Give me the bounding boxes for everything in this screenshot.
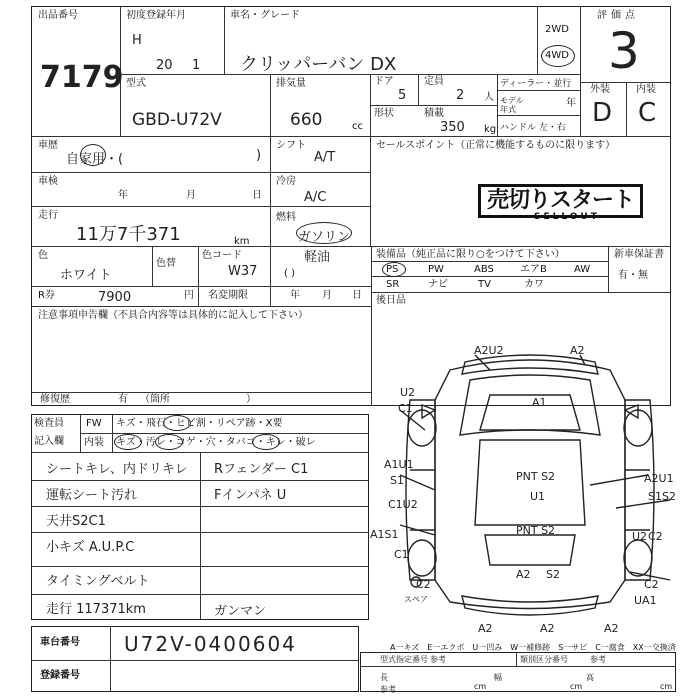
damage-mark-23: C2 bbox=[644, 578, 659, 591]
damage-mark-21: A2 bbox=[540, 622, 555, 635]
fuel-diesel: 軽油 bbox=[304, 250, 331, 265]
mileage-unit: km bbox=[234, 236, 250, 247]
equipment-item-0: PS bbox=[386, 264, 399, 275]
repair-location: （箇所 bbox=[140, 394, 170, 405]
color-code-label: 色コード bbox=[202, 250, 242, 261]
inspection-month: 月 bbox=[186, 190, 196, 201]
fuel-gas-circle bbox=[296, 222, 352, 244]
damage-mark-11: A2U1 bbox=[644, 472, 674, 485]
displacement-label: 排気量 bbox=[276, 78, 306, 89]
inspector-label: 検査員 bbox=[34, 418, 64, 429]
legend-class-no: 類別区分番号 bbox=[520, 655, 568, 664]
interior-value: C bbox=[638, 98, 657, 128]
door-value: 5 bbox=[398, 88, 407, 103]
drive-2wd: 2WD bbox=[545, 24, 569, 35]
damage-mark-16: S2 bbox=[546, 568, 560, 581]
fw-codes: キズ・飛石・ヒビ割・リペア跡・X要 bbox=[116, 418, 283, 429]
equipment-item-1: PW bbox=[428, 264, 444, 275]
score-label: 評価点 bbox=[597, 10, 639, 21]
fuel-label: 燃料 bbox=[276, 212, 296, 223]
history-label: 車歴 bbox=[38, 140, 58, 151]
inspector-note-2: 天井S2C1 bbox=[46, 514, 106, 529]
damage-mark-24: UA1 bbox=[634, 594, 657, 607]
first-reg-era: H bbox=[132, 33, 142, 48]
capacity-label: 定員 bbox=[424, 76, 444, 87]
drive-4wd-circle bbox=[541, 45, 575, 67]
inspector-note-5: 走行 117371km bbox=[46, 602, 146, 617]
inspection-year: 年 bbox=[118, 190, 128, 201]
name-change-label: 名変期限 bbox=[208, 290, 248, 301]
model-year-label: モデル年式 bbox=[500, 96, 524, 114]
type-value: GBD-U72V bbox=[132, 110, 222, 130]
damage-mark-19: PNT S2 bbox=[516, 524, 556, 537]
mileage-label: 走行 bbox=[38, 210, 58, 221]
repair-value: 有 bbox=[118, 394, 128, 405]
damage-mark-18: U1 bbox=[530, 490, 546, 503]
equipment-item-5: SR bbox=[386, 279, 400, 290]
score-value: 3 bbox=[608, 22, 640, 80]
size-unit-1: cm bbox=[474, 682, 487, 691]
notes-label: 注意事項申告欄（不具合内容等は具体的に記入して下さい） bbox=[38, 310, 308, 321]
fuel-gas: ガソリン bbox=[298, 230, 351, 245]
fuel-paren: ( ) bbox=[284, 268, 295, 279]
first-reg-month: 1 bbox=[192, 58, 201, 73]
damage-mark-15: A2 bbox=[516, 568, 531, 581]
damage-mark-9: C1 bbox=[394, 548, 409, 561]
mileage-value: 11万7千371 bbox=[76, 224, 181, 245]
size-width: 幅 bbox=[494, 673, 502, 682]
interior-code-label: 内装 bbox=[84, 437, 104, 448]
model-year-unit: 年 bbox=[566, 98, 576, 109]
damage-mark-4: A1 bbox=[532, 396, 547, 409]
inspector-note-4: タイミングベルト bbox=[46, 574, 150, 589]
damage-mark-8: A1S1 bbox=[370, 528, 399, 541]
color-change-label: 色替 bbox=[156, 258, 176, 269]
inspector-note-right-2: ガンマン bbox=[214, 604, 267, 619]
interior-label: 内装 bbox=[636, 84, 656, 95]
history-circle bbox=[80, 144, 106, 166]
shift-value: A/T bbox=[314, 150, 336, 165]
damage-mark-12: S1S2 bbox=[648, 490, 676, 503]
sales-label: セールスポイント（正常に機能するものに限ります） bbox=[376, 140, 616, 151]
equipment-item-4: AW bbox=[574, 264, 591, 275]
shape-label: 形状 bbox=[374, 108, 394, 119]
equipment-item-2: ABS bbox=[474, 264, 494, 275]
lot-label: 出品番号 bbox=[38, 10, 78, 21]
damage-mark-3: C1 bbox=[398, 402, 413, 415]
inspection-label: 車検 bbox=[38, 176, 58, 187]
load-value: 350 bbox=[440, 120, 465, 135]
damage-mark-0: A2U2 bbox=[474, 344, 504, 357]
legend-model-no: 型式指定番号 bbox=[380, 655, 428, 664]
drive-4wd: 4WD bbox=[545, 50, 569, 61]
reg-label: 登録番号 bbox=[40, 670, 80, 681]
inspection-day: 日 bbox=[252, 190, 262, 201]
name-change-month: 月 bbox=[322, 290, 332, 301]
recycle-label: R券 bbox=[38, 290, 55, 301]
equipment-item-8: カワ bbox=[524, 279, 544, 290]
damage-mark-5: A1U1 bbox=[384, 458, 414, 471]
damage-mark-7: C1U2 bbox=[388, 498, 418, 511]
color-code-value: W37 bbox=[228, 264, 258, 279]
damage-mark-17: PNT S2 bbox=[516, 470, 556, 483]
first-reg-year: 20 bbox=[156, 58, 173, 73]
entry-label: 記入欄 bbox=[34, 436, 64, 447]
rear-seat-label: 後日品 bbox=[376, 295, 406, 306]
lot-number: 7179 bbox=[40, 60, 124, 95]
repair-label: 修復歴 bbox=[40, 394, 70, 405]
color-value: ホワイト bbox=[60, 268, 112, 283]
warranty-label: 新車保証書 bbox=[614, 249, 664, 260]
first-reg-label: 初度登録年月 bbox=[126, 10, 186, 21]
chassis-value: U72V-0400604 bbox=[124, 632, 297, 656]
size-height: 高 bbox=[586, 673, 594, 682]
model-label: 車名・グレード bbox=[230, 10, 300, 21]
displacement-value: 660 bbox=[290, 110, 323, 130]
damage-mark-13: U2 bbox=[632, 530, 648, 543]
name-change-day: 日 bbox=[352, 290, 362, 301]
exterior-value: D bbox=[592, 98, 613, 128]
sellout-seal-sub: SELLOUT bbox=[534, 212, 600, 222]
equipment-item-7: TV bbox=[478, 279, 491, 290]
exterior-label: 外装 bbox=[590, 84, 610, 95]
damage-mark-22: A2 bbox=[604, 622, 619, 635]
chassis-label: 車台番号 bbox=[40, 637, 80, 648]
inspector-note-0: シートキレ、内ドリキレ bbox=[46, 462, 188, 477]
displacement-unit: cc bbox=[352, 121, 363, 132]
history-close: ) bbox=[256, 148, 262, 163]
damage-mark-20: A2 bbox=[478, 622, 493, 635]
handle-label: ハンドル 左・右 bbox=[500, 123, 566, 133]
dealer-label: ディーラー・並行 bbox=[500, 79, 572, 89]
load-label: 積載 bbox=[424, 108, 444, 119]
inspector-note-1: 運転シート汚れ bbox=[46, 488, 138, 503]
equipment-ps-circle bbox=[382, 262, 406, 277]
equipment-item-3: エアB bbox=[520, 264, 547, 275]
damage-mark-14: C2 bbox=[648, 530, 663, 543]
history-options: 自家用・( bbox=[66, 152, 124, 167]
inspector-note-3: 小キズ A.U.P.C bbox=[46, 540, 135, 555]
fw-label: FW bbox=[86, 418, 102, 429]
equipment-item-6: ナビ bbox=[428, 279, 448, 290]
legend-class-ref: 参考 bbox=[590, 655, 606, 664]
inspector-note-right-0: Rフェンダー C1 bbox=[214, 462, 309, 477]
capacity-unit: 人 bbox=[484, 92, 494, 103]
load-unit: kg bbox=[484, 124, 497, 135]
shift-label: シフト bbox=[276, 140, 306, 151]
damage-mark-2: U2 bbox=[400, 386, 416, 399]
interior-codes: キズ・汚レ・コゲ・穴・タバコ・キレ・破レ bbox=[116, 437, 316, 448]
capacity-value: 2 bbox=[456, 88, 465, 103]
warranty-value: 有・無 bbox=[618, 270, 648, 281]
recycle-value: 7900 bbox=[98, 290, 132, 305]
size-ref: 参考 bbox=[380, 685, 396, 694]
legend-model-ref: 参考 bbox=[430, 655, 446, 664]
size-unit-2: cm bbox=[570, 682, 583, 691]
color-label: 色 bbox=[38, 250, 48, 261]
damage-mark-1: A2 bbox=[570, 344, 585, 357]
diagram-legend: A一キズ E一エクボ U一凹み W一補修跡 S一サビ C一腐食 XX一交換済 bbox=[390, 643, 676, 652]
repair-close: ） bbox=[246, 394, 256, 405]
name-change-year: 年 bbox=[290, 290, 300, 301]
aircon-label: 冷房 bbox=[276, 176, 296, 187]
spare-label: スペア bbox=[404, 595, 428, 604]
size-unit-3: cm bbox=[660, 682, 673, 691]
aircon-value: A/C bbox=[304, 190, 327, 205]
door-label: ドア bbox=[374, 76, 394, 87]
damage-mark-10: C2 bbox=[416, 578, 431, 591]
inspector-note-right-1: Fインパネ U bbox=[214, 488, 287, 503]
equipment-label: 装備品（純正品に限り○をつけて下さい） bbox=[376, 249, 565, 260]
size-long: 長 bbox=[380, 673, 388, 682]
damage-mark-6: S1 bbox=[390, 474, 404, 487]
recycle-unit: 円 bbox=[184, 290, 194, 301]
sellout-seal: 売切りスタート bbox=[478, 184, 643, 218]
type-label: 型式 bbox=[126, 78, 146, 89]
model-value: クリッパーバン DX bbox=[240, 54, 397, 75]
